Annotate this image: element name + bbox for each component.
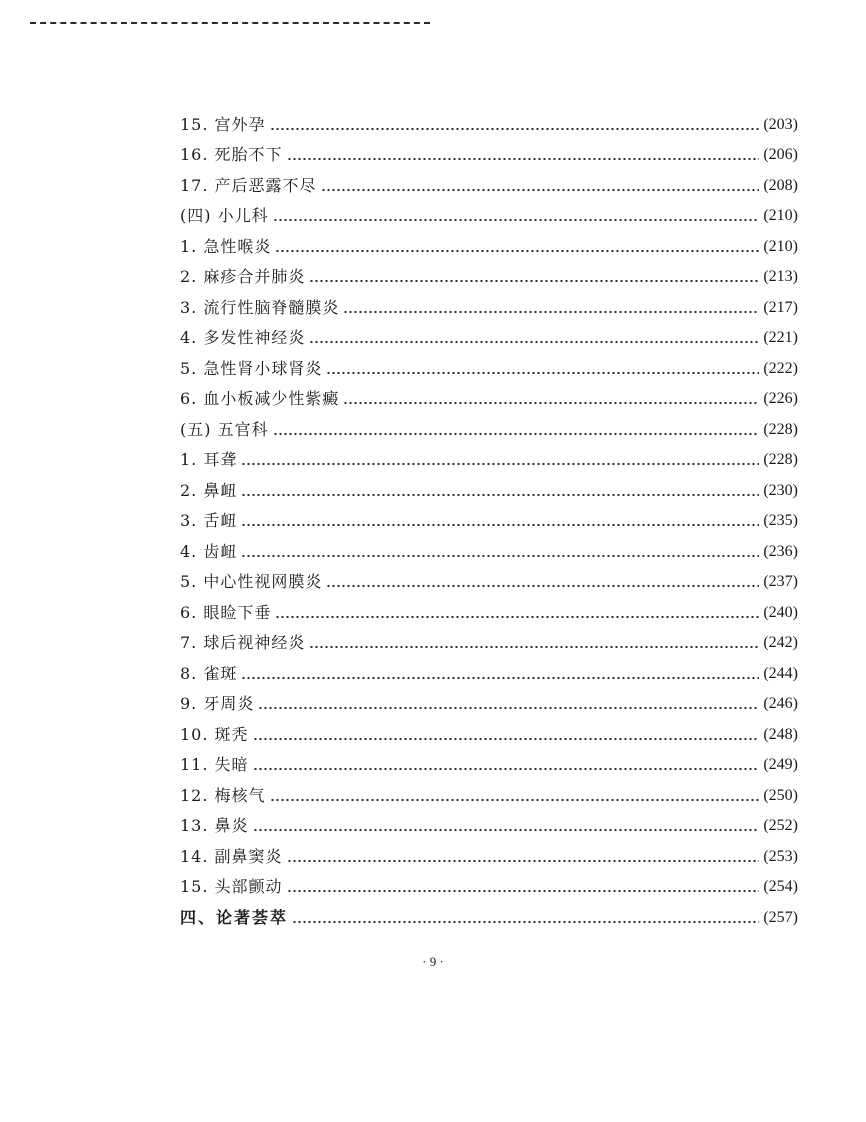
toc-entry-title: 4. 多发性神经炎	[180, 328, 306, 347]
toc-dot-leader	[253, 757, 760, 771]
toc-entry-title: 13. 鼻炎	[180, 816, 249, 835]
toc-dot-leader	[292, 910, 759, 924]
toc-entry-title: 15. 宫外孕	[180, 114, 266, 134]
toc-entry-title: 5. 中心性视网膜炎	[180, 572, 323, 591]
toc-dot-leader	[258, 696, 759, 710]
toc-dot-leader	[241, 513, 759, 527]
toc-entry	[180, 470, 798, 501]
toc-entry-title: 6. 眼睑下垂	[180, 602, 272, 622]
toc-entry-title: 4. 齿衄	[180, 541, 238, 561]
toc-entry-page: (244)	[763, 664, 798, 682]
toc-entry-page: (203)	[763, 115, 798, 133]
toc-entry-title: 11. 失暗	[180, 755, 249, 774]
toc-entry-page: (217)	[763, 298, 798, 316]
toc-entry-title: 16. 死胎不下	[180, 145, 283, 164]
toc-entry-title: 15. 头部颤动	[180, 877, 283, 896]
toc-entry-page: (242)	[763, 634, 798, 651]
toc-entry	[180, 318, 798, 349]
toc-dot-leader	[287, 879, 760, 893]
toc-entry-title: 2. 麻疹合并肺炎	[180, 267, 306, 286]
toc-dot-leader	[270, 788, 760, 802]
toc-entry	[180, 165, 798, 196]
toc-dot-leader	[309, 269, 759, 283]
toc-dot-leader	[326, 361, 759, 375]
toc-entry	[180, 135, 798, 166]
toc-dot-leader	[273, 422, 760, 436]
toc-entry-page: (253)	[763, 847, 798, 865]
toc-dot-leader	[287, 147, 760, 161]
toc-entry-page: (237)	[763, 573, 798, 590]
toc-entry	[180, 653, 798, 684]
toc-entry	[180, 745, 798, 776]
page-number: · 9 ·	[422, 954, 444, 969]
toc-entry-title: 1. 急性喉炎	[180, 236, 272, 256]
toc-entry	[180, 196, 798, 227]
toc-entry	[180, 226, 798, 257]
toc-entry	[180, 623, 798, 654]
toc-entry-page: (228)	[763, 420, 798, 438]
toc-entry-page: (236)	[763, 542, 798, 560]
toc-entry	[180, 592, 798, 623]
toc-entry	[180, 379, 798, 410]
toc-dot-leader	[309, 330, 759, 344]
toc-entry-page: (208)	[763, 176, 798, 194]
toc-entry-page: (230)	[763, 481, 798, 499]
toc-entry-title: 7. 球后视神经炎	[180, 633, 306, 652]
toc-entry-title: 3. 流行性脑脊髓膜炎	[180, 297, 340, 317]
toc-entry-page: (240)	[763, 603, 798, 621]
toc-entry-title: 10. 斑秃	[180, 724, 249, 744]
toc-dot-leader	[241, 483, 759, 497]
toc-dot-leader	[275, 239, 759, 253]
toc-entry	[180, 409, 798, 440]
toc-dot-leader	[253, 818, 760, 832]
toc-entry-page: (254)	[763, 878, 798, 895]
toc-dot-leader	[326, 574, 759, 588]
toc-entry	[180, 836, 798, 867]
toc-entry-title: 14. 副鼻窦炎	[180, 846, 283, 866]
toc-entry	[180, 257, 798, 288]
toc-entry-title: 12. 梅核气	[180, 785, 266, 805]
toc-dot-leader	[241, 666, 759, 680]
toc-entry-page: (228)	[763, 451, 798, 468]
toc-dot-leader	[273, 208, 760, 222]
toc-entry	[180, 897, 798, 928]
toc-entry	[180, 287, 798, 318]
toc-entry-page: (206)	[763, 146, 798, 163]
toc-entry-title: 9. 牙周炎	[180, 694, 255, 713]
toc-dot-leader	[321, 178, 760, 192]
toc-entry-page: (248)	[763, 725, 798, 743]
toc-entry-title: 5. 急性肾小球肾炎	[180, 358, 323, 378]
toc-entry-title: 3. 舌衄	[180, 511, 238, 530]
toc-dot-leader	[343, 391, 759, 405]
toc-entry-page: (226)	[763, 390, 798, 407]
toc-entry-title: 8. 雀斑	[180, 663, 238, 683]
toc-entry	[180, 562, 798, 593]
toc-entry-title: (五) 五官科	[180, 419, 269, 439]
toc-dot-leader	[253, 727, 760, 741]
toc-dot-leader	[241, 452, 759, 466]
toc-entry-page: (235)	[763, 512, 798, 529]
top-dashed-rule	[30, 22, 430, 24]
toc-entry-page: (246)	[763, 695, 798, 712]
toc-entry-page: (250)	[763, 786, 798, 804]
toc-entry-page: (252)	[763, 817, 798, 834]
toc-entry-page: (221)	[763, 329, 798, 346]
toc-entry	[180, 501, 798, 532]
toc-dot-leader	[287, 849, 760, 863]
toc-entry-page: (210)	[763, 237, 798, 255]
toc-entry	[180, 714, 798, 745]
toc-dot-leader	[241, 544, 759, 558]
table-of-contents	[180, 104, 798, 928]
toc-entry	[180, 440, 798, 471]
toc-entry-title: 6. 血小板减少性紫癜	[180, 389, 340, 408]
toc-dot-leader	[343, 300, 759, 314]
toc-entry	[180, 806, 798, 837]
toc-entry-page: (257)	[763, 908, 798, 926]
toc-entry-title: 四、论著荟萃	[180, 907, 289, 927]
toc-entry	[180, 775, 798, 806]
toc-entry	[180, 348, 798, 379]
toc-entry-title: (四) 小儿科	[180, 206, 269, 225]
toc-entry-page: (210)	[763, 207, 798, 224]
toc-dot-leader	[309, 635, 759, 649]
toc-entry-page: (222)	[763, 359, 798, 377]
toc-entry-page: (249)	[763, 756, 798, 773]
toc-entry	[180, 867, 798, 898]
toc-entry-title: 2. 鼻衄	[180, 480, 238, 500]
toc-entry	[180, 531, 798, 562]
toc-entry-page: (213)	[763, 268, 798, 285]
toc-entry-title: 17. 产后恶露不尽	[180, 175, 317, 195]
toc-entry-title: 1. 耳聋	[180, 450, 238, 469]
toc-dot-leader	[275, 605, 759, 619]
toc-entry	[180, 684, 798, 715]
toc-dot-leader	[270, 117, 760, 131]
toc-entry	[180, 104, 798, 135]
